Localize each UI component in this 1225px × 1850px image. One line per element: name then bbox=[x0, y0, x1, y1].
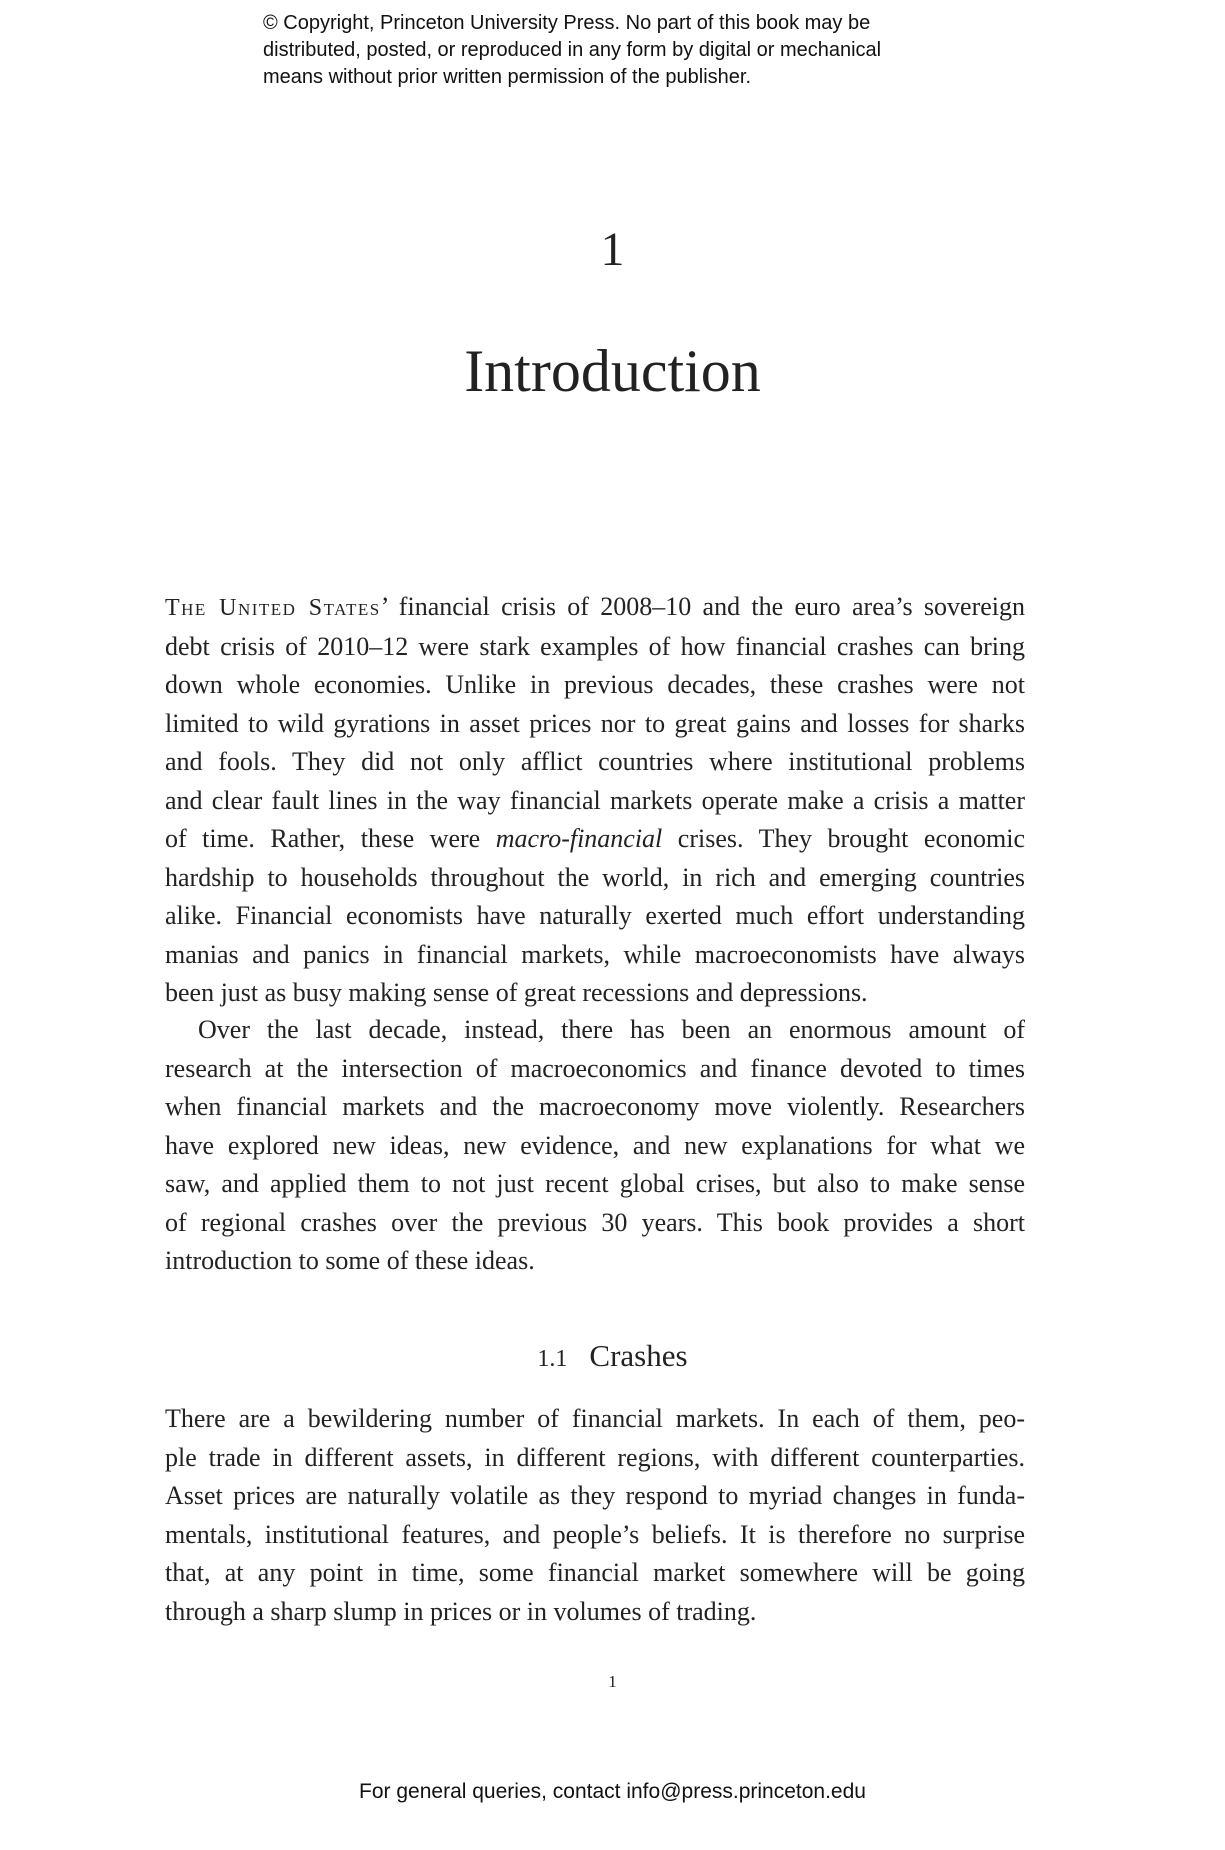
section-heading bbox=[0, 1336, 1225, 1379]
text-line: alike. Financial economists have naturally exerted much effort understanding bbox=[165, 901, 1025, 930]
text-fragment: ’ financial crisis of 2008–10 and the euro area’s sovereign bbox=[380, 592, 1026, 621]
text-line bbox=[165, 588, 1025, 628]
text-fragment: of time. Rather, these were bbox=[165, 824, 496, 853]
text-line: ple trade in different assets, in different regions, with different counterparties. bbox=[165, 1442, 1025, 1472]
lead-smallcaps: The United States bbox=[165, 595, 381, 621]
paragraph-2 bbox=[165, 1011, 1025, 1281]
footer-contact: For general queries, contact info@press.princeton.edu bbox=[359, 1780, 866, 1803]
copyright-line: distributed, posted, or reproduced in any form by digital or mechanical bbox=[263, 39, 882, 61]
text-line: and clear fault lines in the way financial markets operate make a crisis a matter bbox=[165, 785, 1025, 815]
text-line: introduction to some of these ideas. bbox=[165, 1246, 535, 1275]
text-line: been just as busy making sense of great recessions and depressions. bbox=[165, 978, 868, 1007]
text-line: mentals, institutional features, and people’s beliefs. It is therefore no surprise bbox=[165, 1519, 1025, 1549]
text-line: hardship to households throughout the world, in rich and emerging countries bbox=[165, 862, 1025, 892]
copyright-line: © Copyright, Princeton University Press. No part of this book may be bbox=[263, 12, 871, 34]
copyright-notice bbox=[263, 10, 983, 91]
paragraph-3 bbox=[165, 1400, 1025, 1631]
text-line: and fools. They did not only afflict countries where institutional problems bbox=[165, 747, 1025, 776]
text-line: down whole economies. Unlike in previous decades, these crashes were not bbox=[165, 670, 1025, 699]
text-line: Asset prices are naturally volatile as they respond to myriad changes in funda- bbox=[165, 1481, 1025, 1510]
chapter-title: Introduction bbox=[464, 338, 761, 404]
chapter-number: 1 bbox=[600, 223, 625, 276]
text-line: limited to wild gyrations in asset prices nor to great gains and losses for sharks bbox=[165, 708, 1025, 738]
text-line: Over the last decade, instead, there has been an enormous amount of bbox=[198, 1015, 1025, 1044]
text-line: of regional crashes over the previous 30 years. This book provides a short bbox=[165, 1207, 1025, 1237]
text-line: through a sharp slump in prices or in volumes of trading. bbox=[165, 1596, 757, 1626]
text-line: debt crisis of 2010–12 were stark examples of how financial crashes can bring bbox=[165, 631, 1025, 661]
section-title: Crashes bbox=[589, 1338, 688, 1373]
text-line: manias and panics in financial markets, while macroeconomists have always bbox=[165, 939, 1025, 969]
text-line: research at the intersection of macroeconomics and finance devoted to times bbox=[165, 1053, 1025, 1083]
section-number: 1.1 bbox=[537, 1346, 568, 1372]
paragraph-1 bbox=[165, 588, 1025, 1013]
page-number: 1 bbox=[608, 1672, 617, 1691]
italic-term: macro-financial bbox=[495, 824, 663, 853]
text-line bbox=[165, 820, 1025, 859]
text-line: There are a bewildering number of financial markets. In each of them, peo- bbox=[165, 1404, 1025, 1433]
text-line: that, at any point in time, some financial market somewhere will be going bbox=[165, 1558, 1025, 1587]
text-line: when financial markets and the macroeconomy move violently. Researchers bbox=[165, 1092, 1025, 1121]
text-line: have explored new ideas, new evidence, and new explanations for what we bbox=[165, 1130, 1025, 1160]
text-line: saw, and applied them to not just recent global crises, but also to make sense bbox=[165, 1169, 1025, 1198]
text-fragment: crises. They brought economic bbox=[662, 824, 1025, 853]
copyright-line: means without prior written permission of the publisher. bbox=[263, 66, 752, 88]
